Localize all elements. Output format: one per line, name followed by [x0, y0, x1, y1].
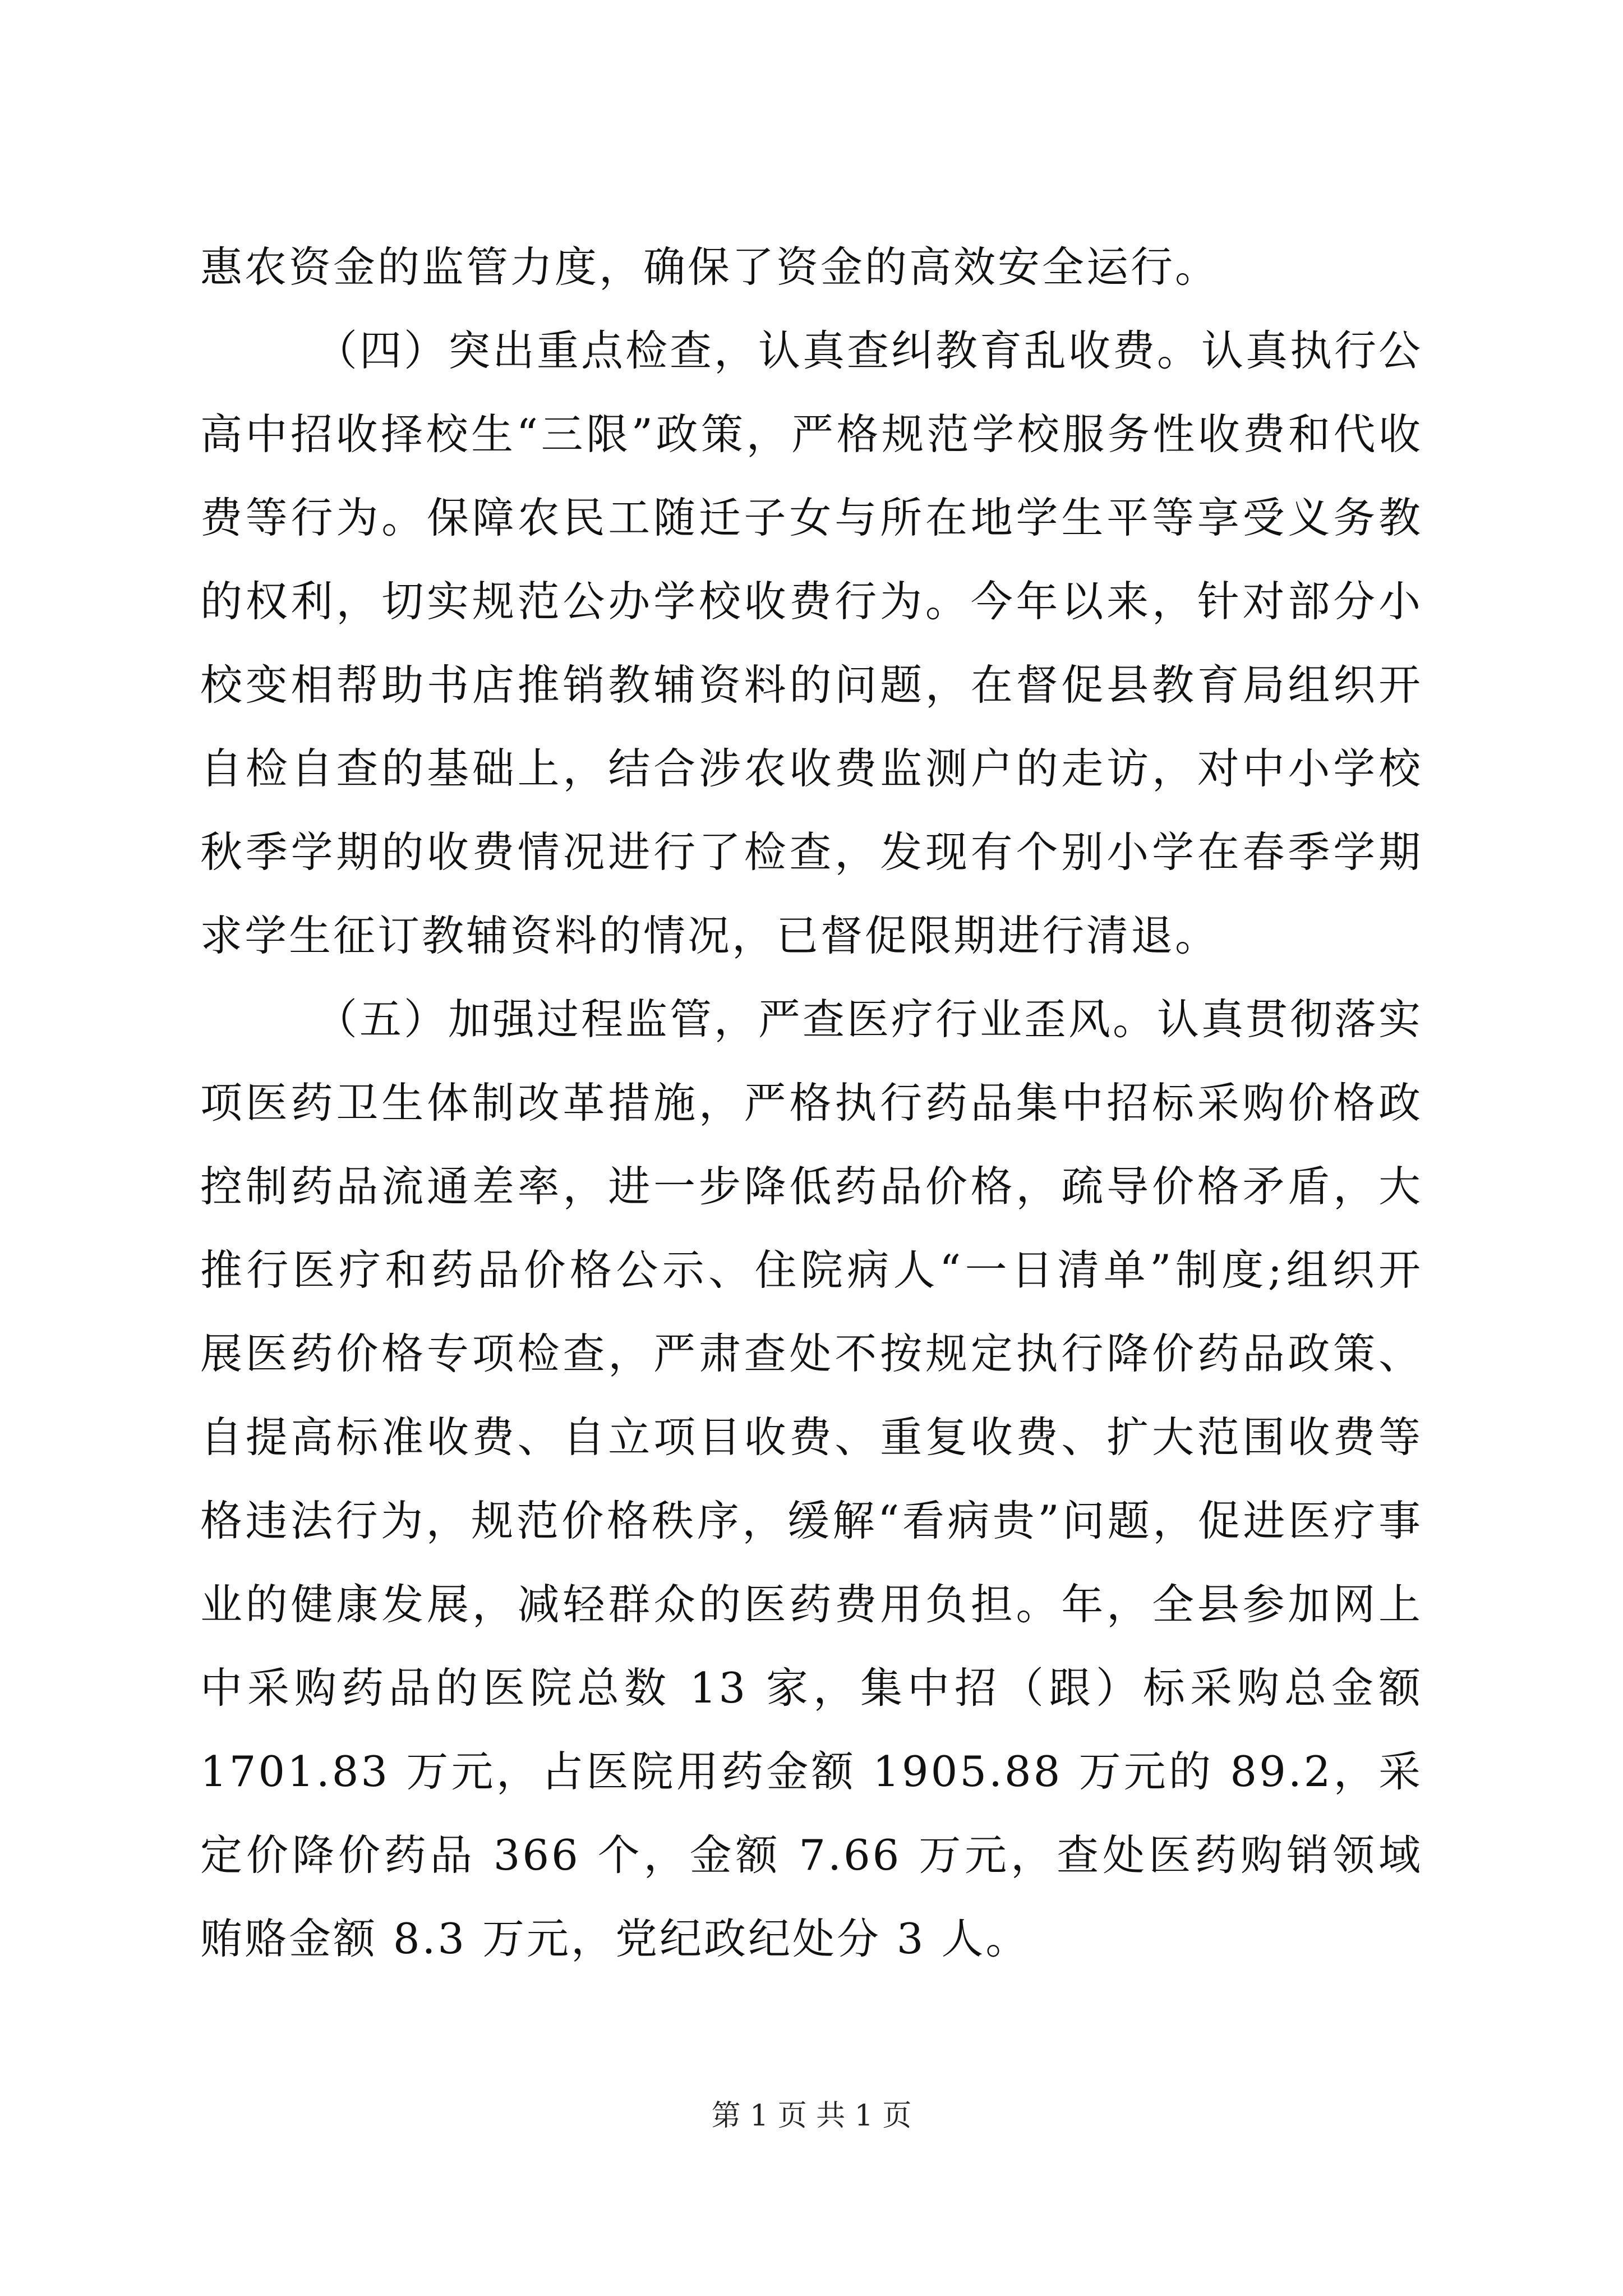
- text-line: 展医药价格专项检查，严肃查处不按规定执行降价药品政策、: [200, 1329, 1423, 1378]
- text-line: 费等行为。保障农民工随迁子女与所在地学生平等享受义务教: [200, 493, 1423, 542]
- text-line: 中采购药品的医院总数 13 家，集中招（跟）标采购总金额: [200, 1663, 1423, 1713]
- page-number-footer: 第 1 页 共 1 页: [711, 2099, 912, 2133]
- paragraph-heading-line: （四）突出重点检查，认真查纠教育乱收费。认真执行公: [315, 326, 1423, 375]
- text-line: 自检自查的基础上，结合涉农收费监测户的走访，对中小学校: [200, 744, 1423, 793]
- text-line: 1701.83 万元，占医院用药金额 1905.88 万元的 89.2，采: [200, 1747, 1423, 1796]
- text-line: 惠农资金的监管力度，确保了资金的高效安全运行。: [200, 242, 1220, 292]
- text-line: 求学生征订教辅资料的情况，已督促限期进行清退。: [200, 911, 1220, 960]
- text-line: 推行医疗和药品价格公示、住院病人“一日清单”制度;组织开: [200, 1245, 1423, 1295]
- text-line: 格违法行为，规范价格秩序，缓解“看病贵”问题，促进医疗事: [200, 1496, 1423, 1545]
- text-line: 控制药品流通差率，进一步降低药品价格，疏导价格矛盾，大: [200, 1162, 1423, 1211]
- text-line: 定价降价药品 366 个，金额 7.66 万元，查处医药购销领域: [200, 1830, 1423, 1880]
- document-body: [200, 226, 1423, 1981]
- text-line: 校变相帮助书店推销教辅资料的问题，在督促县教育局组织开: [200, 660, 1423, 710]
- text-line: 项医药卫生体制改革措施，严格执行药品集中招标采购价格政: [200, 1078, 1423, 1128]
- text-line: 的权利，切实规范公办学校收费行为。今年以来，针对部分小: [200, 577, 1423, 626]
- text-line: 高中招收择校生“三限”政策，严格规范学校服务性收费和代收: [200, 409, 1423, 459]
- text-line: 自提高标准收费、自立项目收费、重复收费、扩大范围收费等: [200, 1412, 1423, 1462]
- text-line: 秋季学期的收费情况进行了检查，发现有个别小学在春季学期: [200, 827, 1423, 877]
- text-line: 贿赂金额 8.3 万元，党纪政纪处分 3 人。: [200, 1914, 1030, 1963]
- text-line: 业的健康发展，减轻群众的医药费用负担。年，全县参加网上: [200, 1580, 1423, 1629]
- paragraph-heading-line: （五）加强过程监管，严查医疗行业歪风。认真贯彻落实: [315, 995, 1423, 1044]
